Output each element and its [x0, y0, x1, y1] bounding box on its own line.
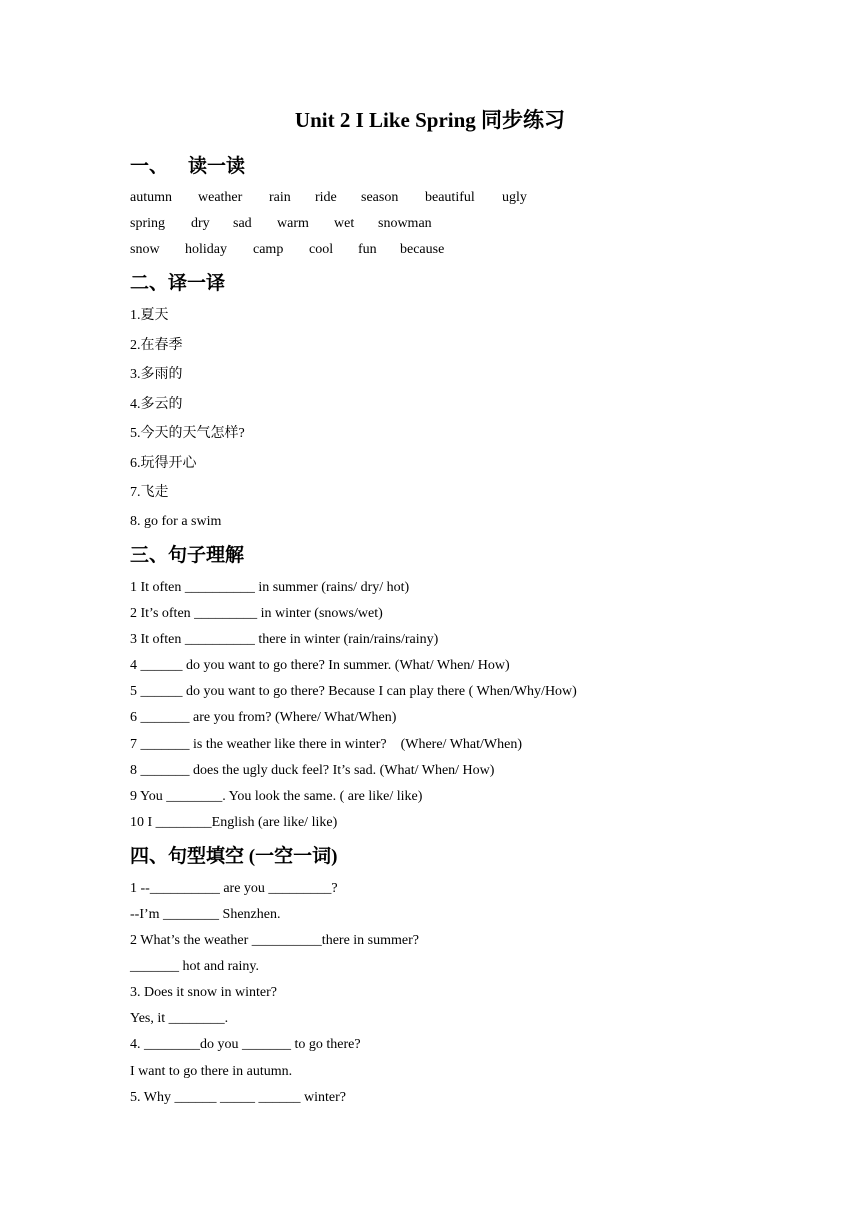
fill-item: --I’m ________ Shenzhen.	[130, 907, 281, 922]
sentence-item: 7 _______ is the weather like there in winter? (Where/ What/When)	[130, 737, 522, 752]
word: ugly	[502, 190, 527, 205]
fill-item: _______ hot and rainy.	[130, 959, 259, 974]
word: rain	[269, 190, 291, 205]
word: camp	[253, 242, 284, 257]
section3-heading: 三、句子理解	[130, 545, 245, 566]
sentence-item: 3 It often __________ there in winter (rain/rains/rainy)	[130, 632, 439, 647]
word: weather	[198, 190, 243, 205]
section1-heading	[130, 151, 245, 178]
sentence-item: 6 _______ are you from? (Where/ What/When)	[130, 710, 397, 725]
section1-title: 读一读	[188, 156, 246, 177]
word: snowman	[378, 216, 432, 231]
fill-item: 3. Does it snow in winter?	[130, 985, 277, 1000]
fill-item: 5. Why ______ _____ ______ winter?	[130, 1090, 346, 1105]
word: beautiful	[425, 190, 475, 205]
fill-item: Yes, it ________.	[130, 1011, 229, 1026]
translate-item: 2.在春季	[130, 338, 183, 353]
word: warm	[277, 216, 309, 231]
word: autumn	[130, 190, 172, 205]
translate-item: 1.夏天	[130, 308, 169, 323]
translate-item: 7.飞走	[130, 485, 169, 500]
word: dry	[191, 216, 210, 231]
word: sad	[233, 216, 252, 231]
section1-number: 一、	[130, 156, 169, 177]
sentence-item: 2 It’s often _________ in winter (snows/wet)	[130, 606, 383, 621]
fill-item: I want to go there in autumn.	[130, 1064, 293, 1079]
section2-heading: 二、译一译	[130, 273, 226, 294]
sentence-item: 10 I ________English (are like/ like)	[130, 815, 338, 830]
section4-heading: 四、句型填空 (一空一词)	[130, 846, 338, 867]
word: fun	[358, 242, 377, 257]
page-title: Unit 2 I Like Spring 同步练习	[294, 108, 566, 132]
fill-item: 4. ________do you _______ to go there?	[130, 1037, 361, 1052]
word: wet	[334, 216, 355, 231]
word: cool	[309, 242, 334, 257]
translate-item: 4.多云的	[130, 397, 183, 412]
sentence-item: 8 _______ does the ugly duck feel? It’s sad. (What/ When/ How)	[130, 763, 495, 778]
translate-item: 8. go for a swim	[130, 514, 222, 529]
translate-item: 5.今天的天气怎样?	[130, 426, 245, 441]
sentence-item: 4 ______ do you want to go there? In summer. (What/ When/ How)	[130, 658, 510, 673]
fill-item: 2 What’s the weather __________there in summer?	[130, 933, 419, 948]
word: ride	[315, 190, 337, 205]
sentence-item: 1 It often __________ in summer (rains/ dry/ hot)	[130, 580, 410, 595]
word: holiday	[185, 242, 227, 257]
translate-item: 3.多雨的	[130, 367, 183, 382]
sentence-item: 5 ______ do you want to go there? Because I can play there ( When/Why/How)	[130, 684, 577, 699]
translate-item: 6.玩得开心	[130, 456, 197, 471]
fill-item: 1 --__________ are you _________?	[130, 881, 338, 896]
word: spring	[130, 216, 165, 231]
word: snow	[130, 242, 160, 257]
word: season	[361, 190, 399, 205]
word: because	[400, 242, 445, 257]
sentence-item: 9 You ________. You look the same. ( are like/ like)	[130, 789, 423, 804]
